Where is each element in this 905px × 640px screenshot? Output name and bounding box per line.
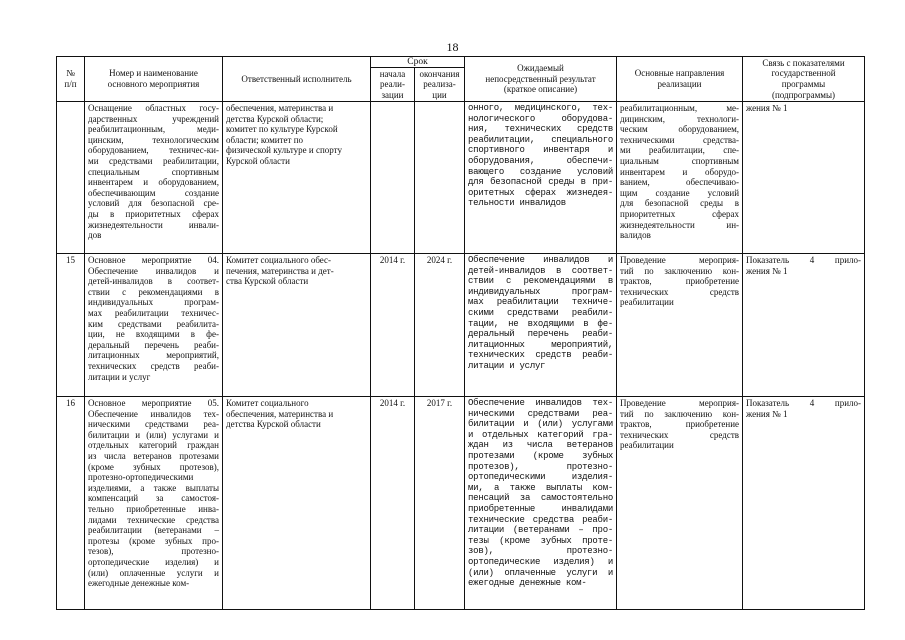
- name-line: Обеспечение инвалидов тех-: [88, 408, 219, 419]
- name-line: жизнедеятельности инвали-: [88, 219, 219, 230]
- executor-line: обеспечения, материнства и: [226, 408, 334, 419]
- name-line: тезов), протезно-: [88, 546, 219, 557]
- table-row: [57, 102, 865, 254]
- directions-line: трактов, приобретение: [620, 276, 740, 287]
- executor-line: физической культуре и спорту: [226, 145, 342, 156]
- directions-line: щим создание условий: [620, 187, 740, 198]
- header-directions-text: Основные направления реализации: [634, 68, 725, 89]
- directions-line: инвентарем и оборудо-: [620, 166, 740, 177]
- name-line: изделиями, а также выплаты: [88, 482, 219, 493]
- result-line: технических средств реаби-: [468, 350, 614, 361]
- executor-line: комитет по культуре Курской: [226, 124, 338, 135]
- directions-line: тий по заключению кон-: [620, 265, 740, 276]
- executor-line: Комитет социального: [226, 398, 309, 408]
- name-line: билитации и (или) услугами и: [88, 429, 219, 440]
- header-name: [85, 57, 223, 102]
- header-link-text: Связь с показателями государственной программы (подпрограммы): [762, 57, 845, 100]
- directions-line: технических средств: [620, 286, 740, 297]
- name-line: мах реабилитации техничес-: [88, 307, 219, 318]
- result-line: ортопедические изделия) и: [468, 556, 614, 567]
- name-line: Основное мероприятие 05.: [88, 398, 219, 408]
- cell-num: [57, 102, 85, 254]
- link-line: Показатель 4 прило-: [746, 255, 862, 265]
- name-line: компенсаций за самостоя-: [88, 493, 219, 504]
- directions-line: валидов: [620, 230, 651, 241]
- executor-line: области; комитет по: [226, 134, 304, 145]
- cell-link: [743, 397, 865, 610]
- header-end-text: окончания реализа- ции: [419, 68, 460, 100]
- name-line: ническими средствами реа-: [88, 419, 219, 430]
- directions-line: ванием, обеспечиваю-: [620, 177, 740, 188]
- result-line: тезы (кроме зубных проте-: [468, 535, 614, 546]
- start-text: 2014 г.: [379, 255, 406, 265]
- header-executor-text: Ответственный исполнитель: [241, 73, 352, 84]
- header-num: [57, 57, 85, 102]
- result-line: тельности инвалидов: [468, 198, 566, 209]
- executor-line: Комитет социального обес-: [226, 255, 332, 265]
- result-line: приобретенные инвалидами: [468, 503, 614, 514]
- result-line: пенсаций за самостоятельно: [468, 493, 614, 504]
- cell-link: [743, 254, 865, 397]
- header-term-text: Срок: [407, 57, 428, 67]
- name-line: ствии с рекомендациями в: [88, 286, 219, 297]
- header-name-text: Номер и наименование основного мероприятия: [107, 68, 200, 89]
- cell-start: [371, 254, 415, 397]
- name-line: дарственных учреждений: [88, 113, 219, 124]
- result-line: ежегодные денежные ком-: [468, 578, 587, 589]
- header-link: [743, 57, 865, 102]
- result-line: скими средствами реабили-: [468, 307, 614, 318]
- name-line: ми средствами реабилитации,: [88, 155, 219, 166]
- executor-line: печения, материнства и дет-: [226, 265, 334, 276]
- cell-executor: [223, 254, 371, 397]
- name-line: протезно-ортопедическими: [88, 472, 194, 483]
- name-line: дов: [88, 230, 102, 241]
- result-line: ния, технических средств: [468, 124, 614, 135]
- result-line: литационных мероприятий,: [468, 339, 614, 350]
- directions-line: циальным спортивным: [620, 155, 740, 166]
- name-line: реабилитации (ветеранами –: [88, 525, 219, 536]
- result-line: литации (ветеранами – про-: [468, 525, 614, 536]
- result-line: Обеспечение инвалидов и: [468, 255, 614, 265]
- cell-name: [85, 102, 223, 254]
- name-line: ции, не входящими в фе-: [88, 329, 219, 340]
- link-line: жения № 1: [746, 408, 788, 419]
- result-line: спортивного инвентаря и: [468, 145, 614, 156]
- cell-end: [415, 397, 465, 610]
- cell-name: [85, 254, 223, 397]
- header-term: [371, 57, 465, 68]
- link-line: жения № 1: [746, 103, 788, 113]
- header-directions: [617, 57, 743, 102]
- end-text: 2024 г.: [426, 255, 453, 265]
- start-text: 2014 г.: [379, 398, 406, 408]
- cell-result: [465, 397, 617, 610]
- name-line: литации и услуг: [88, 371, 151, 382]
- num-text: 16: [66, 398, 75, 408]
- header-start: [371, 68, 415, 102]
- directions-line: Проведение мероприя-: [620, 255, 740, 265]
- name-line: реабилитационным, меди-: [88, 124, 219, 135]
- table-body: [57, 102, 865, 610]
- name-line: (или) оплаченные услуги и: [88, 567, 219, 578]
- result-line: тации, не входящими в фе-: [468, 318, 614, 329]
- table-row: [57, 397, 865, 610]
- cell-start: [371, 397, 415, 610]
- result-line: онного, медицинского, тех-: [468, 103, 614, 113]
- executor-line: Курской области: [226, 155, 290, 166]
- cell-directions: [617, 254, 743, 397]
- program-activities-table: [56, 56, 865, 610]
- directions-line: ческим оборудованием,: [620, 124, 740, 135]
- directions-line: Проведение мероприя-: [620, 398, 740, 408]
- cell-end: [415, 102, 465, 254]
- directions-line: приоритетных сферах: [620, 208, 740, 219]
- name-line: обеспечивающим создание: [88, 187, 219, 198]
- cell-executor: [223, 102, 371, 254]
- result-line: (или) оплаченные услуги и: [468, 567, 614, 578]
- header-end: [415, 68, 465, 102]
- table-row: [57, 254, 865, 397]
- name-line: специальным спортивным: [88, 166, 219, 177]
- executor-line: обеспечения, материнства и: [226, 103, 334, 113]
- cell-directions: [617, 397, 743, 610]
- directions-line: технических средств: [620, 429, 740, 440]
- directions-line: реабилитационным, ме-: [620, 103, 740, 113]
- result-line: детей-инвалидов в соответ-: [468, 265, 614, 276]
- name-line: тельно приобретенные инва-: [88, 503, 219, 514]
- link-line: жения № 1: [746, 265, 788, 276]
- header-executor: [223, 57, 371, 102]
- cell-num: [57, 254, 85, 397]
- result-line: вающего создание условий: [468, 166, 614, 177]
- header-result-text: Ожидаемый непосредственный результат (краткое описание): [485, 63, 596, 95]
- result-line: реабилитации, специального: [468, 134, 614, 145]
- directions-line: жизнедеятельности ин-: [620, 219, 740, 230]
- result-line: и отдельных категорий гра-: [468, 429, 614, 440]
- result-line: ортопедическими изделия-: [468, 472, 614, 483]
- result-line: протезами (кроме зубных: [468, 450, 614, 461]
- result-line: литации и услуг: [468, 360, 546, 371]
- cell-executor: [223, 397, 371, 610]
- page-number: 18: [446, 40, 459, 54]
- name-line: ежегодные денежные ком-: [88, 578, 190, 589]
- result-line: деральный перечень реаби-: [468, 329, 614, 340]
- result-line: ствии с рекомендациями в: [468, 276, 614, 287]
- directions-line: трактов, приобретение: [620, 419, 740, 430]
- name-line: Обеспечение инвалидов и: [88, 265, 219, 276]
- name-line: инвентарем и оборудованием,: [88, 177, 219, 188]
- end-text: 2017 г.: [426, 398, 453, 408]
- directions-line: тий по заключению кон-: [620, 408, 740, 419]
- directions-line: техническими средства-: [620, 134, 740, 145]
- directions-line: дицинским, технологи-: [620, 113, 740, 124]
- header-start-text: начала реали- зации: [379, 68, 406, 100]
- name-line: условий для безопасной сре-: [88, 198, 219, 209]
- result-line: оритетных сферах жизнедея-: [468, 187, 614, 198]
- executor-line: детства Курской области;: [226, 113, 324, 124]
- result-line: протезов), протезно-: [468, 461, 614, 472]
- result-line: Обеспечение инвалидов тех-: [468, 398, 614, 408]
- cell-result: [465, 102, 617, 254]
- cell-end: [415, 254, 465, 397]
- name-line: технических средств реаби-: [88, 360, 219, 371]
- result-line: мах реабилитации техниче-: [468, 297, 614, 308]
- name-line: ортопедические изделия) и: [88, 556, 219, 567]
- name-line: ким средствами реабилита-: [88, 318, 219, 329]
- name-line: цинским, технологическим: [88, 134, 219, 145]
- cell-name: [85, 397, 223, 610]
- name-line: лидами технические средства: [88, 514, 219, 525]
- header-num-text: № п/п: [64, 68, 77, 89]
- result-line: ми, а также выплаты ком-: [468, 482, 614, 493]
- result-line: билитации и (или) услугами: [468, 419, 614, 430]
- cell-start: [371, 102, 415, 254]
- name-line: детей-инвалидов в соответ-: [88, 276, 219, 287]
- name-line: отдельных категорий граждан: [88, 440, 219, 451]
- header-result: [465, 57, 617, 102]
- name-line: из числа ветеранов протезами: [88, 450, 219, 461]
- result-line: технические средства реаби-: [468, 514, 614, 525]
- name-line: литационных мероприятий,: [88, 350, 219, 361]
- executor-line: детства Курской области: [226, 419, 321, 430]
- result-line: зов), протезно-: [468, 546, 614, 557]
- directions-line: для безопасной среды в: [620, 198, 740, 209]
- name-line: деральный перечень реаби-: [88, 339, 219, 350]
- name-line: ды в приоритетных сферах: [88, 208, 219, 219]
- result-line: для безопасной среды в при-: [468, 177, 614, 188]
- name-line: Основное мероприятие 04.: [88, 255, 219, 265]
- cell-link: [743, 102, 865, 254]
- name-line: (кроме зубных протезов),: [88, 461, 219, 472]
- directions-line: ми реабилитации, спе-: [620, 145, 740, 156]
- name-line: индивидуальных програм-: [88, 297, 219, 308]
- num-text: 15: [66, 255, 75, 265]
- name-line: протезы (кроме зубных про-: [88, 535, 219, 546]
- name-line: Оснащение областных госу-: [88, 103, 219, 113]
- result-line: индивидуальных програм-: [468, 286, 614, 297]
- result-line: нологического оборудова-: [468, 113, 614, 124]
- cell-num: [57, 397, 85, 610]
- result-line: оборудования, обеспечи-: [468, 155, 614, 166]
- link-line: Показатель 4 прило-: [746, 398, 862, 408]
- result-line: ническими средствами реа-: [468, 408, 614, 419]
- result-line: ждан из числа ветеранов: [468, 440, 614, 451]
- directions-line: реабилитации: [620, 297, 674, 308]
- cell-result: [465, 254, 617, 397]
- executor-line: ства Курской области: [226, 276, 309, 287]
- name-line: оборудованием, техничес-ки-: [88, 145, 219, 156]
- directions-line: реабилитации: [620, 440, 674, 451]
- cell-directions: [617, 102, 743, 254]
